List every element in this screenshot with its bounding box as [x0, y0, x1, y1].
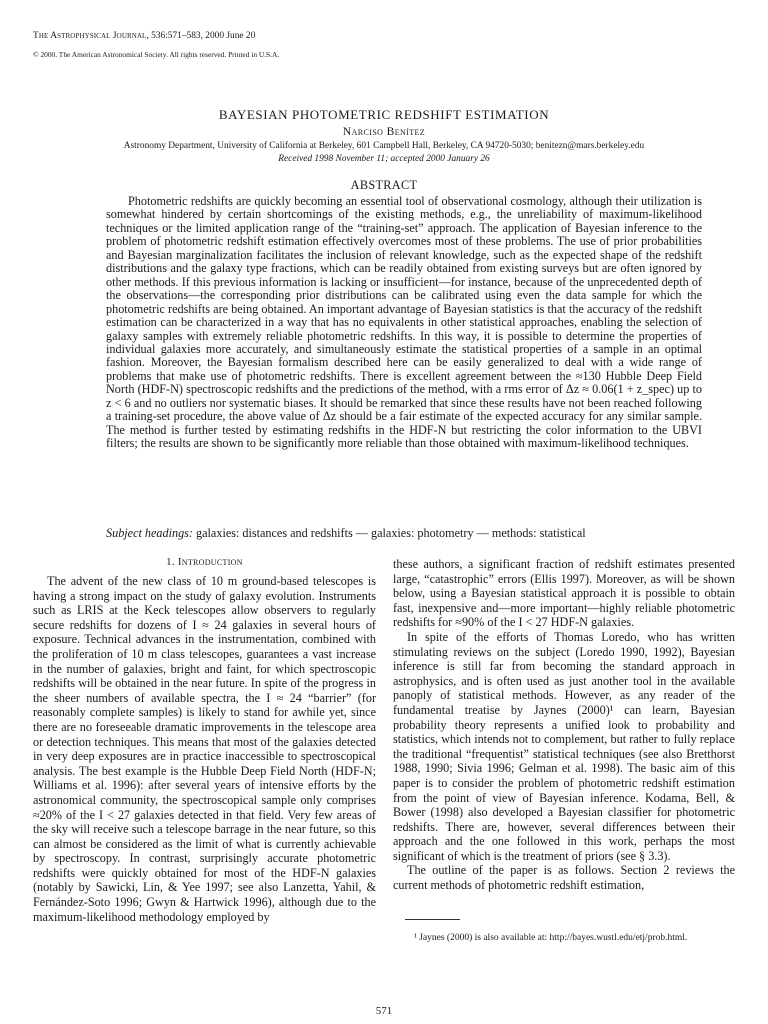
footnote-rule: [405, 919, 460, 920]
subject-headings-text: galaxies: distances and redshifts — galaxies: photometry — methods: statistical: [196, 526, 586, 540]
paragraph: The advent of the new class of 10 m ground-based telescopes is having a strong impact on the study of galaxy evolution. Instruments such as LRIS at the Keck telescopes allow observers to regularly secure redshifts for dozens of I ≈ 24 galaxies in several hours of exposure. Technical advances in the instrumentation, combined with the proliferation of 10 m class telescopes, guarantees a vast increase in the number of galaxies, bright and faint, for which spectroscopic redshifts will be obtained in the near future. In spite of the progress in the sheer numbers of available spectra, the I ≈ 24 “barrier” (for reasonably complete samples) is likely to stand for awhile yet, since there are no foreseeable dramatic improvements in the telescope area or detection techniques. This means that most of the galaxies detected in very deep exposures are in practice inaccessible to spectroscopical analysis. The best example is the Hubble Deep Field North (HDF-N; Williams et al. 1996): after several years of intensive efforts by the astronomical community, the spectroscopical sample only comprises ≈20% of the I < 27 galaxies detected in that field. Very few areas of the sky will receive such a telescope barrage in the near future, so this can almost be considered as the limit of what is currently achievable by spectroscopy. In contrast, surprisingly accurate photometric redshifts were quickly obtained for most of the HDF-N galaxies (notably by Sawicki, Lin, & Yee 1997; see also Lanzetta, Yahil, & Fernández-Soto 1996; Gwyn & Hartwick 1996), although due to the maximum-likelihood methodology employed by: [33, 574, 376, 924]
paragraph: these authors, a significant fraction of redshift estimates presented large, “catastrophic” errors (Ellis 1997). Moreover, as will be shown below, using a Bayesian statistical approach it is possible to obtain fast, inexpensive and—more important—highly reliable photometric redshifts for ≈90% of the I < 27 HDF-N galaxies.: [393, 557, 735, 630]
paragraph: In spite of the efforts of Thomas Loredo, who has written stimulating reviews on the subject (Loredo 1990, 1992), Bayesian inference is still far from becoming the standard approach in astrophysics, and is often used as just another tool in the available panoply of statistical methods. However, as any reader of the fundamental treatise by Jaynes (2000)¹ can learn, Bayesian probability theory represents a unified look to probability and statistics, which intends not to complement, but rather to fully replace the traditional “frequentist” statistical techniques (see also Bretthorst 1988, 1990; Sivia 1996; Gelman et al. 1998). The basic aim of this paper is to consider the problem of photometric redshift estimation from the point of view of Bayesian inference. Kodama, Bell, & Bower (1998) also developed a Bayesian classifier for photometric redshifts. There are, however, several differences between their approach and the one followed in this work, perhaps the most significant of which is the treatment of priors (see § 3.3).: [393, 629, 735, 863]
abstract-body: [106, 195, 702, 451]
volume-pages-date: , 536:571–583, 2000 June 20: [146, 31, 256, 41]
footnote-text: ¹ Jaynes (2000) is also available at: http://bayes.wustl.edu/etj/prob.html.: [414, 933, 688, 943]
copyright-line: © 2000. The American Astronomical Society. All rights reserved. Printed in U.S.A.: [33, 50, 280, 59]
section-title: Introduction: [177, 556, 243, 568]
abstract-heading: ABSTRACT: [350, 178, 418, 192]
author-affiliation: Astronomy Department, University of California at Berkeley, 601 Campbell Hall, Berkeley, CA 94720-5030; benitezn@mars.berkeley.edu: [123, 141, 645, 151]
footnote: [405, 932, 735, 944]
received-date: Received 1998 November 11; accepted 2000 January 26: [278, 154, 490, 164]
paper-title: BAYESIAN PHOTOMETRIC REDSHIFT ESTIMATION: [218, 107, 550, 122]
right-column: [393, 557, 735, 893]
abstract-text: Photometric redshifts are quickly becoming an essential tool of observational cosmology, although their utilization is somewhat hindered by certain shortcomings of the existing methods, e.g., the unreliability of maximum-likelihood techniques or the limited application range of the “training-set” approach. The application of Bayesian inference to the problem of photometric redshift estimation effectively overcomes most of these problems. The use of prior probabilities and Bayesian marginalization facilitates the inclusion of relevant knowledge, such as the expected shape of the redshift distributions and the galaxy type fractions, which can be readily obtained from existing surveys but are often ignored by other methods. If this previous information is lacking or insufficient—for instance, because of the unprecedented depth of the observations—the corresponding prior distributions can be calibrated using even the data sample for which the photometric redshifts are being obtained. An important advantage of Bayesian statistics is that the accuracy of the redshift estimation can be characterized in a way that has no equivalents in other statistical approaches, enabling the selection of galaxy samples with extremely reliable photometric redshifts. In this way, it is possible to determine the properties of individual galaxies more accurately, and simultaneously estimate the statistical properties of a sample in an optimal fashion. Moreover, the Bayesian formalism described here can be easily generalized to deal with a wide range of problems that make use of photometric redshifts. There is excellent agreement between the ≈130 Hubble Deep Field North (HDF-N) spectroscopic redshifts and the predictions of the method, with a rms error of Δz ≈ 0.06(1 + z_spec) up to z < 6 and no outliers nor systematic biases. It should be remarked that since these results have not been reached following a training-set procedure, the above value of Δz should be a fair estimate of the expected accuracy for any similar sample. The method is further tested by estimating redshifts in the HDF-N but restricting the color information to the UBVI filters; the results are shown to be significantly more reliable than those obtained with maximum-likelihood techniques.: [106, 194, 702, 451]
paragraph: The outline of the paper is as follows. Section 2 reviews the current methods of photometric redshift estimation,: [393, 863, 735, 893]
subject-headings-label: Subject headings:: [106, 526, 193, 540]
subject-headings: [106, 526, 726, 540]
page-number: 571: [375, 1005, 393, 1017]
author-name: Narciso Benítez: [342, 126, 426, 138]
left-column: [33, 574, 376, 924]
section-number: 1.: [166, 556, 175, 568]
section-heading-introduction: [33, 556, 376, 568]
journal-citation: [33, 31, 255, 42]
journal-name: The Astrophysical Journal: [33, 31, 147, 41]
